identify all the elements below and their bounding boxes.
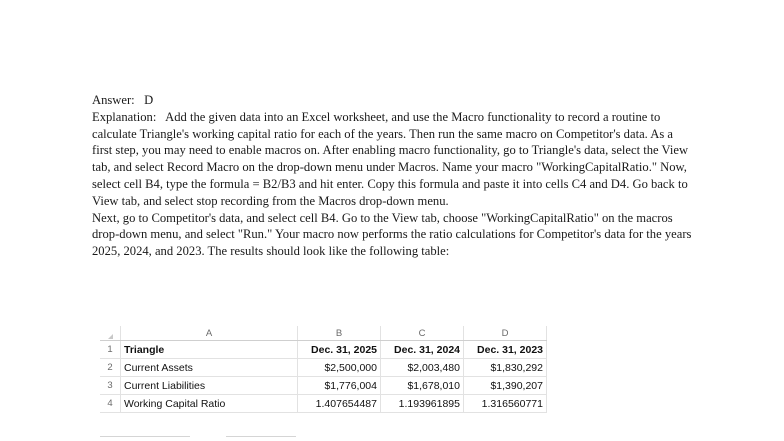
cell-a2[interactable]: Current Assets xyxy=(121,359,298,377)
column-header-d[interactable]: D xyxy=(464,326,547,341)
cell-a1[interactable]: Triangle xyxy=(121,341,298,359)
spreadsheet-grid xyxy=(100,326,547,413)
answer-label: Answer: xyxy=(92,93,135,107)
cell-c2[interactable]: $2,003,480 xyxy=(381,359,464,377)
row-number[interactable]: 1 xyxy=(100,341,121,359)
answer-value: D xyxy=(144,93,154,107)
table-row xyxy=(100,341,547,359)
cell-d1[interactable]: Dec. 31, 2023 xyxy=(464,341,547,359)
cell-d4[interactable]: 1.316560771 xyxy=(464,395,547,413)
column-header-a[interactable]: A xyxy=(121,326,298,341)
column-header-c[interactable]: C xyxy=(381,326,464,341)
column-header-row xyxy=(100,326,547,341)
divider xyxy=(226,436,296,437)
answer-line xyxy=(92,92,692,109)
cell-b1[interactable]: Dec. 31, 2025 xyxy=(298,341,381,359)
table-row xyxy=(100,377,547,395)
spreadsheet-table xyxy=(100,326,547,413)
row-number[interactable]: 4 xyxy=(100,395,121,413)
explanation-text-1: Add the given data into an Excel worksheet, and use the Macro functionality to record a routine to calculate Triangle's working capital ratio for each of the years. Then run the same macro on Competitor's data. As a first step, you may need to enable macros on. After enabling macro functionality, go to Triangle's data, select the View tab, and select Record Macro on the drop-down menu under Macros. Name your macro "WorkingCapitalRatio." Now, select cell B4, type the formula = B2/B3 and hit enter. Copy this formula and paste it into cells C4 and D4. Go back to View tab, and select stop recording from the Macros drop-down menu. xyxy=(92,109,689,208)
cell-a3[interactable]: Current Liabilities xyxy=(121,377,298,395)
divider xyxy=(100,436,190,437)
table-row xyxy=(100,395,547,413)
cell-c3[interactable]: $1,678,010 xyxy=(381,377,464,395)
row-number[interactable]: 2 xyxy=(100,359,121,377)
select-all-icon xyxy=(108,334,113,339)
row-number[interactable]: 3 xyxy=(100,377,121,395)
answer-explanation xyxy=(92,92,692,260)
explanation-paragraph-1 xyxy=(92,109,692,210)
cell-b2[interactable]: $2,500,000 xyxy=(298,359,381,377)
cell-b4[interactable]: 1.407654487 xyxy=(298,395,381,413)
explanation-paragraph-2: Next, go to Competitor's data, and select cell B4. Go to the View tab, choose "WorkingCapitalRatio" on the macros drop-down menu, and select "Run." Your macro now performs the ratio calculations for Competitor's data for the years 2025, 2024, and 2023. The results should look like the following table: xyxy=(92,210,692,259)
cell-c4[interactable]: 1.193961895 xyxy=(381,395,464,413)
select-all-corner[interactable] xyxy=(100,326,121,341)
cell-b3[interactable]: $1,776,004 xyxy=(298,377,381,395)
cell-a4[interactable]: Working Capital Ratio xyxy=(121,395,298,413)
cell-c1[interactable]: Dec. 31, 2024 xyxy=(381,341,464,359)
table-row xyxy=(100,359,547,377)
cell-d2[interactable]: $1,830,292 xyxy=(464,359,547,377)
explanation-label: Explanation: xyxy=(92,109,157,124)
cell-d3[interactable]: $1,390,207 xyxy=(464,377,547,395)
column-header-b[interactable]: B xyxy=(298,326,381,341)
